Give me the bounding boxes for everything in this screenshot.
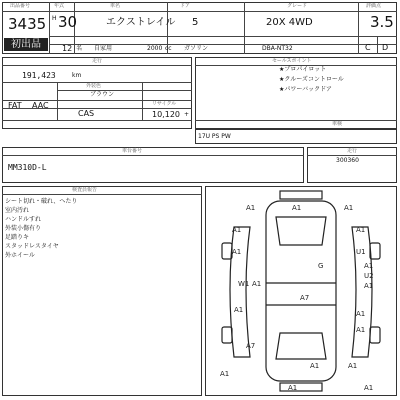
option-item-0: ★プロパイロット	[279, 66, 327, 73]
damage-mark: A1	[234, 306, 244, 314]
year-label: 年式	[54, 3, 65, 9]
car-outline-icon	[206, 187, 396, 395]
defect-item-5: スタッドレスタイヤ	[5, 243, 59, 250]
car-name: エクストレイル	[106, 17, 176, 28]
chassis-block	[2, 147, 304, 183]
damage-mark: A1	[356, 226, 366, 234]
auction-sheet	[2, 2, 397, 396]
score-label: 評価点	[366, 3, 382, 9]
inspection-status: 17U PS PW	[198, 133, 231, 140]
defect-item-3: 外装小傷有り	[5, 225, 42, 232]
damage-mark: G	[318, 262, 324, 270]
chassis-number: MM310D-L	[8, 163, 47, 172]
damage-mark: A1	[220, 370, 230, 378]
defect-item-4: 足踏りキ	[5, 234, 30, 241]
era-label: H	[52, 15, 57, 22]
damage-mark: A1	[310, 362, 320, 370]
damage-mark: A1	[232, 248, 242, 256]
damage-mark: A7	[246, 342, 256, 350]
seat-unit: 名	[76, 45, 83, 52]
grade-label: グレード	[287, 3, 308, 9]
damage-mark: A1	[348, 362, 358, 370]
model-code: DBA-NT32	[262, 45, 293, 52]
defects-label: 検査員報告	[72, 187, 98, 193]
recycle-label: リサイクル	[152, 101, 177, 107]
fuel: ガソリン	[184, 45, 209, 52]
shift-type: FAT	[8, 101, 22, 110]
defect-item-1: 室内汚れ	[5, 207, 30, 214]
model-year: 30	[58, 13, 78, 31]
recycle-price: 10,120	[152, 110, 180, 119]
damage-mark: W1	[238, 280, 250, 288]
body-color: ブラウン	[90, 91, 115, 98]
exterior-grade: D	[382, 43, 389, 52]
damage-mark: A1	[292, 204, 302, 212]
damage-mark: A1	[356, 310, 366, 318]
damage-mark: A1	[288, 384, 298, 392]
defect-item-0: シート切れ・破れ、へたり	[5, 198, 78, 205]
damage-mark: A1	[364, 282, 374, 290]
damage-mark: A1	[364, 262, 374, 270]
damage-mark: A1	[344, 204, 354, 212]
inspection-label: 車検	[332, 121, 343, 127]
damage-mark: A1	[356, 326, 366, 334]
doors-label: ドア	[180, 3, 190, 9]
mileage-label: 走行	[92, 58, 103, 64]
odometer-value: 300360	[336, 157, 359, 164]
damage-mark: A1	[252, 280, 262, 288]
seat-capacity: 12	[62, 44, 73, 53]
damage-mark: A1	[246, 204, 256, 212]
damage-mark: U2	[364, 272, 374, 280]
engine-cc: 2000	[147, 45, 163, 52]
defect-item-2: ハンドルすれ	[5, 216, 42, 223]
odometer-label: 走行	[347, 148, 358, 154]
cc-unit: cc	[165, 45, 172, 52]
chassis-label: 車台番号	[122, 148, 143, 154]
lot-number: 3435	[8, 15, 47, 33]
grade: 20X 4WD	[266, 17, 313, 28]
option-item-2: ★パワーバックドア	[279, 86, 332, 93]
first-listing-badge: 初出品	[4, 38, 48, 51]
damage-mark: U1	[356, 248, 366, 256]
damage-mark: A1	[232, 226, 242, 234]
door-count: 5	[192, 17, 199, 28]
damage-mark: A1	[364, 384, 374, 392]
lot-no-label: 出品番号	[10, 3, 31, 9]
option-item-1: ★クルーズコントロール	[279, 76, 344, 83]
options-label: セールスポイント	[272, 58, 312, 64]
color-label: 外装色	[86, 83, 102, 89]
interior-grade: C	[365, 43, 371, 52]
damage-mark: A7	[300, 294, 310, 302]
usage: 自家用	[94, 45, 113, 52]
name-label: 車名	[110, 3, 121, 9]
defect-item-6: 外ホイール	[5, 252, 35, 259]
damage-diagram	[205, 186, 397, 396]
auction-score: 3.5	[370, 13, 394, 31]
ac-type: AAC	[32, 101, 49, 110]
recycle-price-suffix: +	[184, 111, 190, 118]
equipment: CAS	[78, 109, 95, 118]
mileage-value: 191,423	[22, 71, 56, 80]
mileage-unit: km	[72, 72, 82, 79]
